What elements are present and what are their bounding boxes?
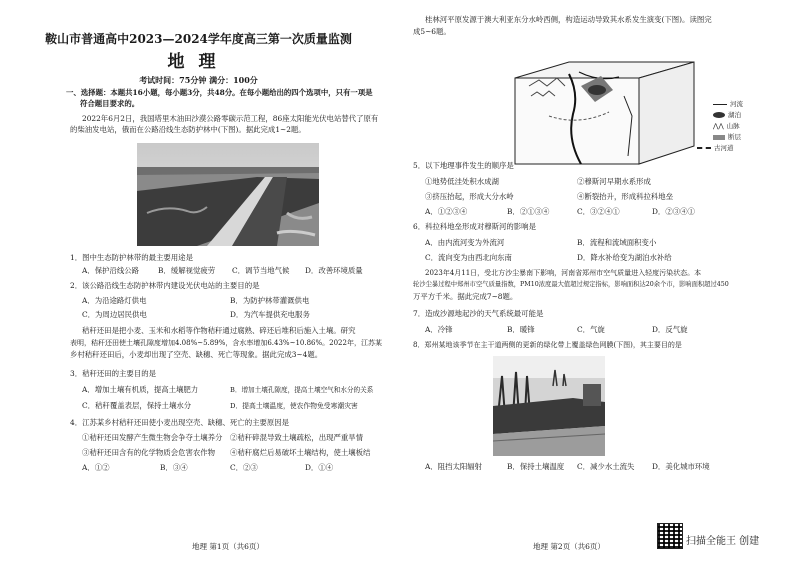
q1-option-b[interactable]: B．缓解视觉疲劳 [158, 266, 216, 275]
q7-option-a[interactable]: A．冷锋 [425, 325, 453, 334]
q3-option-d[interactable]: D．提高土壤温度，使农作物免受寒潮灾害 [230, 402, 358, 410]
q7-option-b[interactable]: B．暖锋 [507, 325, 535, 334]
qr-code-icon [657, 523, 683, 549]
tectonic-block-diagram [509, 56, 699, 166]
legend-lake: 湖泊 [713, 110, 741, 119]
passage-2-line-3: 乡村秸秆还田后，小麦却出现了空壳、缺穗、死亡等现象。据此完成3~4题。 [70, 350, 323, 359]
legend-fault: 断层 [713, 132, 741, 141]
q1-option-c[interactable]: C．调节当地气候 [232, 266, 290, 275]
q5-option-c[interactable]: C．③②④① [577, 207, 620, 216]
q5-statement-1: ①地势低洼处积水成湖 [425, 177, 499, 186]
q3-option-a[interactable]: A．增加土壤有机质，提高土壤肥力 [82, 385, 199, 394]
q2-option-d[interactable]: D．为汽车提供充电服务 [230, 310, 310, 319]
passage-4-line-1: 2023年4月11日，受北方沙尘暴南下影响，河南省郑州市空气质量进入轻度污染状态。本 [425, 269, 702, 277]
q6-option-d[interactable]: D．降水补给变为湖泊水补给 [577, 253, 672, 262]
exam-info: 考试时间：75分钟 满分：100分 [139, 75, 258, 85]
passage-2-line-1: 秸秆还田是把小麦、玉米和水稻等作物秸秆通过腐熟、碎还后堆积后施入土壤。研究 [82, 326, 356, 335]
q4-option-c[interactable]: C．②③ [230, 463, 258, 472]
q8-option-d[interactable]: D．美化城市环境 [652, 462, 710, 471]
q7-option-d[interactable]: D．反气旋 [652, 325, 688, 334]
q4-statement-2: ②秸秆碎混导致土壤疏松，出现严重旱情 [230, 433, 364, 442]
section-heading: 一、选择题：本题共16小题，每小题3分，共48分。在每小题给出的四个选项中，只有一项是 [66, 88, 373, 97]
q8-option-a[interactable]: A．阻挡太阳辐射 [425, 462, 483, 471]
passage-2-line-2: 表明，秸秆还田使土壤孔隙度增加4.08%~5.89%，含水率增加6.43%~10.86%。2022年，江苏某 [70, 339, 382, 347]
q4-option-b[interactable]: B．③④ [160, 463, 188, 472]
q1-option-d[interactable]: D．改善环境质量 [305, 266, 363, 275]
q4-option-d[interactable]: D．①④ [305, 463, 334, 472]
q4-option-a[interactable]: A．①② [82, 463, 110, 472]
q4-statement-4: ④秸秆腐烂后易破坏土壤结构，使土壤板结 [230, 448, 371, 457]
q2-option-b[interactable]: B．为防护林带灌溉供电 [230, 296, 310, 305]
q5-statement-3: ③挤压抬起，形成大分水岭 [425, 192, 514, 201]
question-2-stem: 2．该公路沿线生态防护林带内建设光伏电站的主要目的是 [70, 281, 260, 290]
question-6-stem: 6．科拉科地垒形成对穆斯河的影响是 [413, 222, 536, 231]
q8-option-b[interactable]: B．保持土壤温度 [507, 462, 565, 471]
exam-page-2 [397, 0, 794, 561]
passage-3-line-2: 成5~6题。 [413, 27, 451, 36]
question-7-stem: 7．造成沙源地起沙的天气系统最可能是 [413, 309, 544, 318]
section-heading-cont: 符合题目要求的。 [80, 99, 140, 108]
question-1-stem: 1．图中生态防护林带的最主要用途是 [70, 253, 193, 262]
legend-mountain: ⋀⋀ 山脉 [713, 122, 740, 130]
q2-option-c[interactable]: C．为周边居民供电 [82, 310, 147, 319]
q4-statement-3: ③秸秆还田含有的化学物质会危害农作物 [82, 448, 216, 457]
q5-option-d[interactable]: D．②③④① [652, 207, 695, 216]
q8-option-c[interactable]: C．减少水土流失 [577, 462, 635, 471]
exam-title: 鞍山市普通高中2023—2024学年度高三第一次质量监测 [45, 32, 352, 46]
q4-statement-1: ①秸秆还田发酵产生微生物会争夺土壤养分 [82, 433, 223, 442]
q5-option-a[interactable]: A．①②③④ [425, 207, 468, 216]
q5-statement-4: ④断裂抬升，形成科拉科地垒 [577, 192, 674, 201]
q6-option-b[interactable]: B．流程和流域面积变小 [577, 238, 657, 247]
q1-option-a[interactable]: A．保护沿线公路 [82, 266, 140, 275]
q3-option-b[interactable]: B．增加土壤孔隙度，提高土壤空气和水分的关系 [230, 386, 374, 394]
scanner-watermark: 扫描全能王 创建 [686, 536, 760, 547]
q6-option-a[interactable]: A．由内流河变为外流河 [425, 238, 505, 247]
legend-ancient-river: 古河道 [697, 143, 734, 152]
subject-title: 地理 [167, 52, 230, 72]
desert-road-photo [137, 143, 319, 246]
question-4-stem: 4．江苏某乡村秸秆还田使小麦出现空壳、缺穗、死亡的主要原因是 [70, 418, 290, 427]
question-8-stem: 8．郑州某地该季节在主干道两侧的更新的绿化带上覆盖绿色网膜(下图)，其主要目的是 [413, 341, 682, 349]
passage-1-line-2: 的柴油发电站，俄而在公路沿线生态防护林中(下图)。据此完成1~2题。 [70, 125, 306, 134]
passage-3-line-1: 桂林河平原发源于澳大利亚东分水岭西侧，构造运动导致其水系发生演变(下图)。读图完 [425, 15, 712, 24]
q6-option-c[interactable]: C．流向变为由西北向东南 [425, 253, 512, 262]
question-3-stem: 3．秸秆还田的主要目的是 [70, 369, 157, 378]
q3-option-c[interactable]: C．秸秆覆盖表层，保持土壤水分 [82, 401, 192, 410]
page-2-footer: 地理 第2页（共6页） [533, 542, 605, 551]
green-net-photo [493, 356, 605, 456]
q2-option-a[interactable]: A．为沿途路灯供电 [82, 296, 147, 305]
q5-statement-2: ②穆斯河早期水系形成 [577, 177, 651, 186]
passage-4-line-3: 万平方千米。据此完成7~8题。 [413, 292, 518, 301]
passage-4-line-2: 轮沙尘暴过程中郑州市空气质量指数，PM10浓度最大值超过规定指标，影响面积达20余个市，影响面积超过450 [413, 281, 729, 288]
q5-option-b[interactable]: B．②①③④ [507, 207, 550, 216]
q7-option-c[interactable]: C．气旋 [577, 325, 605, 334]
legend-river: 河流 [713, 99, 743, 108]
passage-1-line-1: 2022年6月2日，我国塔里木油田沙漠公路零碳示范工程，86座太阳能光伏电站替代了原有 [82, 114, 379, 123]
question-5-stem: 5．以下地理事件发生的顺序是 [413, 161, 514, 170]
page-1-footer: 地理 第1页（共6页） [192, 542, 264, 551]
